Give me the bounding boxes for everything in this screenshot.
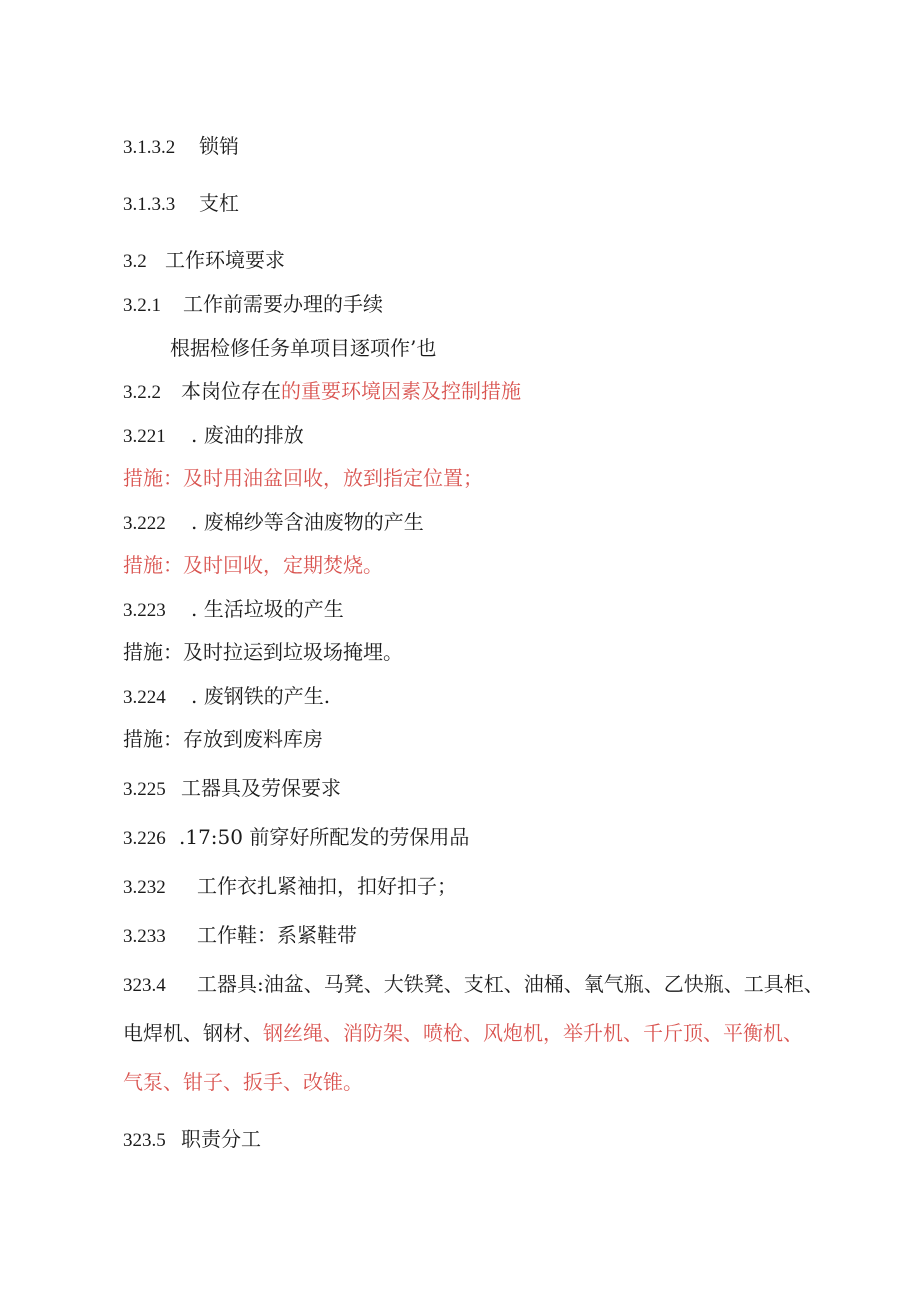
measure-text: 措施：及时回收，定期焚烧。 xyxy=(123,553,383,577)
tools-text: 电焊机、钢材、 xyxy=(123,1021,263,1045)
section-number: 3.233 xyxy=(123,926,166,947)
measure-cotton-waste xyxy=(123,551,383,579)
heading-3-2 xyxy=(123,246,285,276)
section-number: 3.222 xyxy=(123,513,166,534)
measure-waste-oil xyxy=(123,464,483,492)
section-number: 3.223 xyxy=(123,600,166,621)
heading-3-1-3-3 xyxy=(123,189,239,219)
measure-scrap-steel xyxy=(123,725,323,753)
section-number: 3.232 xyxy=(123,877,166,898)
section-text: . 废棉纱等含油废物的产生 xyxy=(191,510,424,534)
section-number: 3.221 xyxy=(123,426,166,447)
measure-text: 措施：存放到废料库房 xyxy=(123,727,323,751)
tools-list-end xyxy=(123,1068,363,1096)
section-text: 工器具及劳保要求 xyxy=(181,776,341,800)
measure-garbage xyxy=(123,638,403,666)
section-text: . 废钢铁的产生. xyxy=(191,684,331,708)
item-323-4 xyxy=(123,970,824,1000)
section-text: 工作环境要求 xyxy=(165,248,285,272)
section-text: 本岗位存在 xyxy=(181,379,281,403)
item-3-221 xyxy=(123,421,304,451)
section-text: 职责分工 xyxy=(181,1127,261,1151)
item-3-233 xyxy=(123,921,357,951)
section-text: .17:50 前穿好所配发的劳保用品 xyxy=(179,825,470,849)
section-text-highlight: 的重要环境因素及控制措施 xyxy=(281,379,521,403)
section-text: . 废油的排放 xyxy=(191,423,304,447)
heading-3-2-1 xyxy=(123,290,383,320)
item-3-223 xyxy=(123,595,344,625)
heading-3-1-3-2 xyxy=(123,132,239,162)
item-3-226 xyxy=(123,823,469,853)
section-number: 3.2 xyxy=(123,251,147,272)
section-text: 工作衣扎紧袖扣，扣好扣子； xyxy=(197,874,457,898)
section-number: 3.2.2 xyxy=(123,382,161,403)
section-text: 支杠 xyxy=(199,191,239,215)
section-text: . 生活垃圾的产生 xyxy=(191,597,344,621)
section-number: 3.2.1 xyxy=(123,295,161,316)
section-number: 323.5 xyxy=(123,1130,166,1151)
section-number: 3.224 xyxy=(123,687,166,708)
section-number: 323.4 xyxy=(123,975,166,996)
section-number: 3.1.3.3 xyxy=(123,194,176,215)
section-number: 3.226 xyxy=(123,828,166,849)
item-3-225 xyxy=(123,774,341,804)
measure-text: 措施：及时用油盆回收，放到指定位置； xyxy=(123,466,483,490)
paragraph-procedure xyxy=(170,334,436,362)
item-323-5 xyxy=(123,1125,261,1155)
paragraph-text: 根据检修任务单项目逐项作’也 xyxy=(170,336,437,360)
section-number: 3.225 xyxy=(123,779,166,800)
section-number: 3.1.3.2 xyxy=(123,137,176,158)
tools-text-highlight: 钢丝绳、消防架、喷枪、风炮机，举升机、千斤顶、平衡机、 xyxy=(263,1021,803,1045)
item-3-232 xyxy=(123,872,457,902)
item-3-224 xyxy=(123,682,330,712)
measure-text: 措施：及时拉运到垃圾场掩埋。 xyxy=(123,640,403,664)
tools-list-continued xyxy=(123,1019,803,1047)
item-3-222 xyxy=(123,508,424,538)
section-text: 锁销 xyxy=(199,134,239,158)
section-text: 工作前需要办理的手续 xyxy=(183,292,383,316)
heading-3-2-2 xyxy=(123,377,521,407)
section-text: 工器具:油盆、马凳、大铁凳、支杠、油桶、氧气瓶、乙快瓶、工具柜、 xyxy=(197,972,824,996)
tools-text: 气泵、钳子、扳手、改锥。 xyxy=(123,1070,363,1094)
section-text: 工作鞋：系紧鞋带 xyxy=(197,923,357,947)
